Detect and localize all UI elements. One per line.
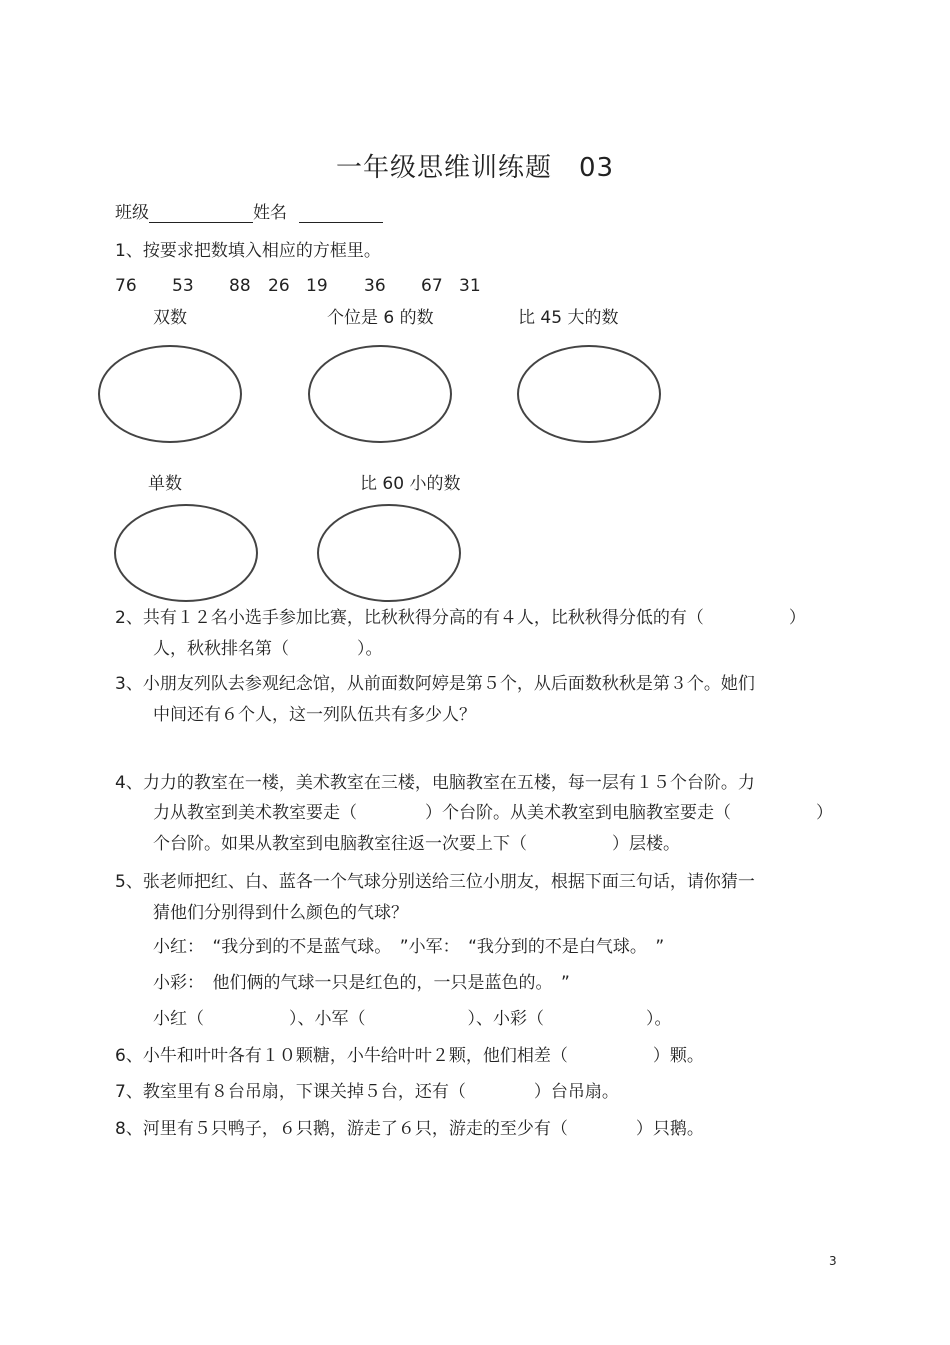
question-6: 6、小牛和叶叶各有１０颗糖，小牛给叶叶２颗，他们相差（ ）颗。 <box>115 1046 704 1066</box>
question-1: 1、按要求把数填入相应的方框里。 <box>115 241 381 261</box>
label-odd: 单数 <box>148 474 182 494</box>
question-5-line-5: 小红（ ）、小军（ ）、小彩（ ）。 <box>153 1009 672 1029</box>
label-gt-45: 比 45 大的数 <box>518 308 619 328</box>
page-number: 3 <box>829 1254 837 1268</box>
oval-odd[interactable] <box>114 504 258 602</box>
oval-gt-45[interactable] <box>517 345 661 443</box>
number-item: 76 <box>115 276 137 296</box>
question-8: 8、河里有５只鸭子，６只鹅，游走了６只，游走的至少有（ ）只鹅。 <box>115 1119 704 1139</box>
question-5-line-4: 小彩： 他们俩的气球一只是红色的，一只是蓝色的。 ” <box>153 973 570 993</box>
class-blank[interactable] <box>149 204 253 223</box>
oval-ones-6[interactable] <box>308 345 452 443</box>
question-2-line-1: 2、共有１２名小选手参加比赛，比秋秋得分高的有４人，比秋秋得分低的有（ ） <box>115 608 806 628</box>
number-item: 19 <box>306 276 328 296</box>
question-7: 7、教室里有８台吊扇，下课关掉５台，还有（ ）台吊扇。 <box>115 1082 619 1102</box>
number-item: 31 <box>459 276 481 296</box>
question-3-line-1: 3、小朋友列队去参观纪念馆，从前面数阿婷是第５个，从后面数秋秋是第３个。她们 <box>115 674 755 694</box>
oval-lt-60[interactable] <box>317 504 461 602</box>
number-item: 67 <box>421 276 443 296</box>
question-5-line-1: 5、张老师把红、白、蓝各一个气球分别送给三位小朋友，根据下面三句话，请你猜一 <box>115 872 755 892</box>
label-even: 双数 <box>153 308 187 328</box>
question-5-line-2: 猜他们分别得到什么颜色的气球？ <box>153 903 408 923</box>
name-blank[interactable] <box>299 204 383 223</box>
class-label: 班级 <box>115 203 149 223</box>
question-4-line-3: 个台阶。如果从教室到电脑教室往返一次要上下（ ）层楼。 <box>153 834 680 854</box>
question-5-line-3: 小红： “我分到的不是蓝气球。 ”小军： “我分到的不是白气球。 ” <box>153 937 665 957</box>
number-item: 36 <box>364 276 386 296</box>
class-name-row <box>115 203 383 223</box>
label-ones-6: 个位是 6 的数 <box>327 308 434 328</box>
number-item: 88 <box>229 276 251 296</box>
label-lt-60: 比 60 小的数 <box>360 474 461 494</box>
question-2-line-2: 人，秋秋排名第（ ）。 <box>153 639 383 659</box>
oval-even[interactable] <box>98 345 242 443</box>
page-title: 一年级思维训练题 03 <box>335 153 615 183</box>
name-label: 姓名 <box>253 203 287 223</box>
number-item: 26 <box>268 276 290 296</box>
question-3-line-2: 中间还有６个人，这一列队伍共有多少人？ <box>153 705 476 725</box>
number-item: 53 <box>172 276 194 296</box>
question-4-line-2: 力从教室到美术教室要走（ ）个台阶。从美术教室到电脑教室要走（ ） <box>153 803 833 823</box>
question-4-line-1: 4、力力的教室在一楼，美术教室在三楼，电脑教室在五楼，每一层有１５个台阶。力 <box>115 773 755 793</box>
